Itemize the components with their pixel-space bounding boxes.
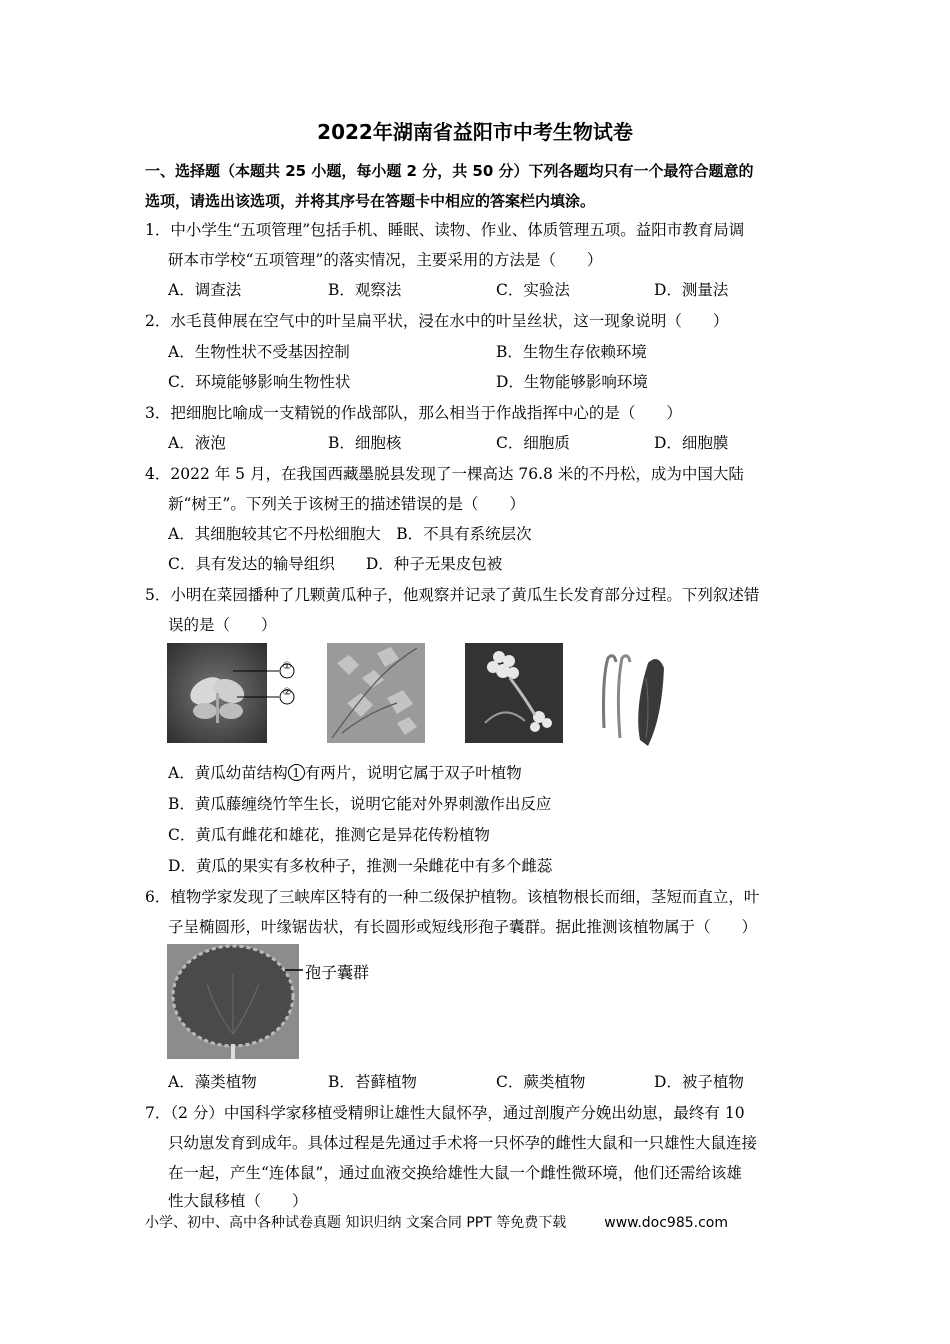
q3-stem-line1: 3．把细胞比喻成一支精锐的作战部队，那么相当于作战指挥中心的是（ ） (145, 404, 682, 422)
q5-option-a (168, 761, 522, 783)
q7-stem-line2: 只幼崽发育到成年。具体过程是先通过手术将一只怀孕的雌性大鼠和一只雄性大鼠连接 (168, 1134, 758, 1152)
q1-stem-line2: 研本市学校“五项管理”的落实情况，主要采用的方法是（ ） (168, 251, 603, 269)
q2-option-a: A．生物性状不受基因控制 (168, 343, 350, 361)
q6-option-c: C．蕨类植物 (496, 1073, 586, 1091)
q4-options-ab: A．其细胞较其它不丹松细胞大 B．不具有系统层次 (168, 525, 532, 543)
fern-leaf-photo (167, 944, 407, 1059)
q2-option-c: C．环境能够影响生物性状 (168, 373, 351, 391)
q4-options-cd: C．具有发达的输导组织 D．种子无果皮包被 (168, 555, 503, 573)
q5-option-d: D．黄瓜的果实有多枚种子，推测一朵雌花中有多个雌蕊 (168, 857, 553, 875)
q5-stem-line1: 5．小明在菜园播种了几颗黄瓜种子，他观察并记录了黄瓜生长发育部分过程。下列叙述错 (145, 586, 760, 604)
footer-url[interactable]: www.doc985.com (604, 1215, 728, 1231)
q4-stem-line1: 4．2022 年 5 月，在我国西藏墨脱县发现了一棵高达 76.8 米的不丹松，成为中国大陆 (145, 465, 744, 483)
q6-stem-line2: 子呈椭圆形，叶缘锯齿状，有长圆形或短线形孢子囊群。据此推测该植物属于（ ） (168, 918, 758, 936)
structure-label-1: ① (282, 661, 292, 672)
q2-stem-line1: 2．水毛茛伸展在空气中的叶呈扁平状，浸在水中的叶呈丝状，这一现象说明（ ） (145, 312, 729, 330)
circled-number-1: 1 (288, 764, 305, 781)
q1-option-c: C．实验法 (496, 281, 570, 299)
q3-option-a: A．液泡 (168, 434, 226, 452)
footer (145, 1212, 728, 1232)
section-instruction-line1: 一、选择题（本题共 25 小题，每小题 2 分，共 50 分）下列各题均只有一个最符合题意的 (145, 162, 754, 180)
cucumber-vine-photo (327, 643, 425, 743)
q2-option-b: B．生物生存依赖环境 (496, 343, 647, 361)
q3-option-d: D．细胞膜 (654, 434, 729, 452)
q4-stem-line2: 新“树王”。下列关于该树王的描述错误的是（ ） (168, 495, 525, 513)
q2-option-d: D．生物能够影响环境 (496, 373, 648, 391)
q5-option-a-prefix: A．黄瓜幼苗结构 (168, 764, 288, 782)
q5-option-c: C．黄瓜有雌花和雄花，推测它是异花传粉植物 (168, 826, 490, 844)
structure-label-2: ② (282, 687, 292, 698)
cucumber-flower-photo (465, 643, 563, 743)
q3-option-c: C．细胞质 (496, 434, 570, 452)
q5-option-a-suffix: 有两片，说明它属于双子叶植物 (304, 764, 522, 782)
q5-stem-line2: 误的是（ ） (168, 616, 277, 634)
q1-option-d: D．测量法 (654, 281, 729, 299)
cucumber-fruit-photo (598, 648, 670, 748)
q7-stem-line4: 性大鼠移植（ ） (168, 1192, 308, 1210)
footer-text: 小学、初中、高中各种试卷真题 知识归纳 文案合同 PPT 等免费下载 (145, 1215, 567, 1231)
q6-option-b: B．苔藓植物 (328, 1073, 417, 1091)
q1-option-b: B．观察法 (328, 281, 402, 299)
q6-stem-line1: 6．植物学家发现了三峡库区特有的一种二级保护植物。该植物根长而细，茎短而直立，叶 (145, 888, 760, 906)
q7-stem-line3: 在一起，产生“连体鼠”，通过血液交换给雄性大鼠一个雌性微环境，他们还需给该雄 (168, 1164, 742, 1182)
q3-option-b: B．细胞核 (328, 434, 402, 452)
q1-option-a: A．调查法 (168, 281, 242, 299)
q7-stem-line1: 7．（2 分）中国科学家移植受精卵让雄性大鼠怀孕，通过剖腹产分娩出幼崽，最终有 10 (145, 1104, 745, 1122)
q6-option-d: D．被子植物 (654, 1073, 744, 1091)
section-instruction-line2: 选项，请选出该选项，并将其序号在答题卡中相应的答案栏内填涂。 (145, 192, 596, 210)
cucumber-seedling-photo (167, 643, 299, 743)
page-title: 2022年湖南省益阳市中考生物试卷 (317, 120, 633, 144)
q1-stem-line1: 1．中小学生“五项管理”包括手机、睡眠、读物、作业、体质管理五项。益阳市教育局调 (145, 221, 745, 239)
sporangia-label: 孢子囊群 (305, 963, 370, 982)
q5-option-b: B．黄瓜藤缠绕竹竿生长，说明它能对外界刺激作出反应 (168, 795, 552, 813)
q6-option-a: A．藻类植物 (168, 1073, 257, 1091)
